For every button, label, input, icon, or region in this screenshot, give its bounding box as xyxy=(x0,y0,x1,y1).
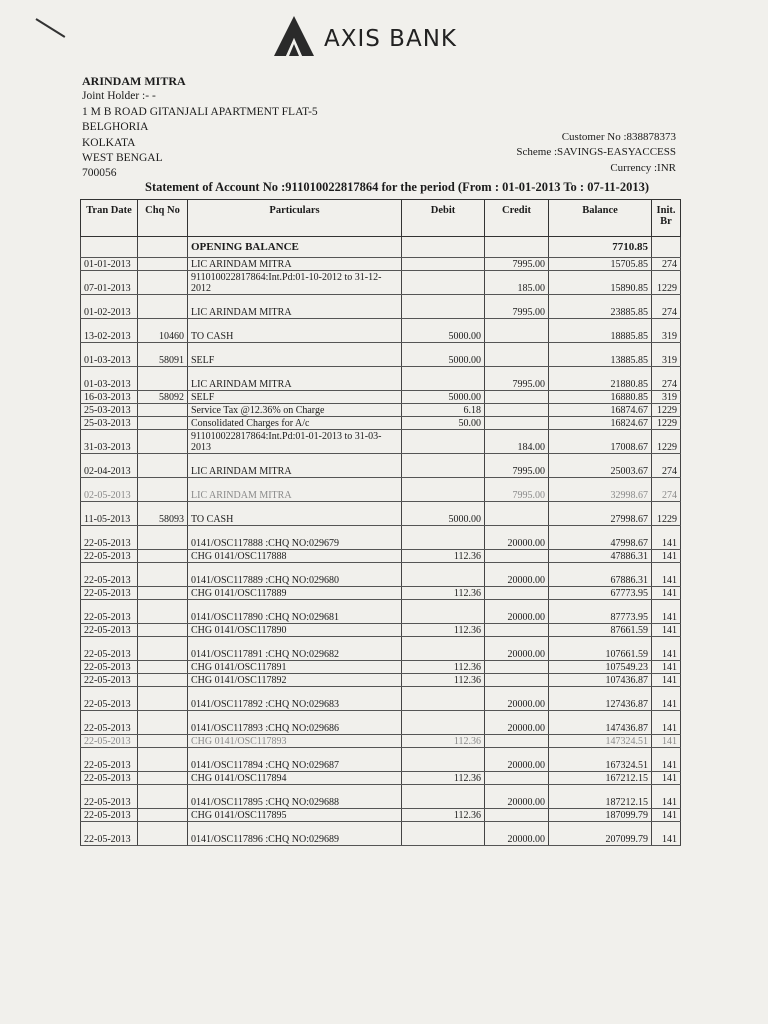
scan-mark xyxy=(35,18,65,38)
opening-balance-row xyxy=(81,237,681,258)
tran-date-cell: 22-05-2013 xyxy=(81,735,138,748)
particulars-cell: CHG 0141/OSC117893 xyxy=(188,735,402,748)
tran-date-cell: 22-05-2013 xyxy=(81,624,138,637)
header-chq-no: Chq No xyxy=(138,200,188,237)
table-row xyxy=(81,748,681,772)
particulars-cell: 0141/OSC117893 :CHQ NO:029686 xyxy=(188,711,402,735)
table-row xyxy=(81,404,681,417)
debit-cell: 112.36 xyxy=(402,809,485,822)
init-br-cell: 141 xyxy=(652,748,681,772)
tran-date-cell: 22-05-2013 xyxy=(81,711,138,735)
debit-cell: 112.36 xyxy=(402,624,485,637)
chq-no-cell xyxy=(138,624,188,637)
balance-cell: 16874.67 xyxy=(549,404,652,417)
tran-date-cell: 22-05-2013 xyxy=(81,600,138,624)
credit-cell: 20000.00 xyxy=(485,687,549,711)
chq-no-cell xyxy=(138,809,188,822)
chq-no-cell: 58092 xyxy=(138,391,188,404)
address-pin: 700056 xyxy=(82,167,117,180)
debit-cell: 5000.00 xyxy=(402,391,485,404)
chq-no-cell xyxy=(138,271,188,295)
chq-no-cell xyxy=(138,417,188,430)
table-row xyxy=(81,735,681,748)
tran-date-cell: 22-05-2013 xyxy=(81,687,138,711)
tran-date-cell: 22-05-2013 xyxy=(81,563,138,587)
tran-date-cell: 22-05-2013 xyxy=(81,587,138,600)
credit-cell: 185.00 xyxy=(485,271,549,295)
credit-cell xyxy=(485,772,549,785)
address-line2: BELGHORIA xyxy=(82,121,149,134)
joint-holder: Joint Holder :- - xyxy=(82,90,156,103)
opening-balance-label: OPENING BALANCE xyxy=(188,237,402,258)
init-br-cell: 141 xyxy=(652,809,681,822)
balance-cell: 87661.59 xyxy=(549,624,652,637)
debit-cell xyxy=(402,430,485,454)
init-br-cell: 141 xyxy=(652,711,681,735)
init-br-cell: 141 xyxy=(652,563,681,587)
init-br-cell: 319 xyxy=(652,319,681,343)
balance-cell: 32998.67 xyxy=(549,478,652,502)
init-br-cell: 1229 xyxy=(652,271,681,295)
particulars-cell: CHG 0141/OSC117895 xyxy=(188,809,402,822)
tran-date-cell: 22-05-2013 xyxy=(81,772,138,785)
chq-no-cell: 58091 xyxy=(138,343,188,367)
balance-cell: 167324.51 xyxy=(549,748,652,772)
debit-cell: 112.36 xyxy=(402,674,485,687)
init-br-cell: 141 xyxy=(652,624,681,637)
table-row xyxy=(81,343,681,367)
chq-no-cell xyxy=(138,526,188,550)
balance-cell: 187099.79 xyxy=(549,809,652,822)
debit-cell xyxy=(402,271,485,295)
chq-no-cell xyxy=(138,454,188,478)
chq-no-cell xyxy=(138,772,188,785)
header-credit: Credit xyxy=(485,200,549,237)
debit-cell xyxy=(402,785,485,809)
credit-cell: 20000.00 xyxy=(485,526,549,550)
particulars-cell: 0141/OSC117894 :CHQ NO:029687 xyxy=(188,748,402,772)
tran-date-cell: 22-05-2013 xyxy=(81,785,138,809)
credit-cell xyxy=(485,417,549,430)
chq-no-cell xyxy=(138,822,188,846)
table-row xyxy=(81,367,681,391)
credit-cell: 20000.00 xyxy=(485,637,549,661)
particulars-cell: CHG 0141/OSC117889 xyxy=(188,587,402,600)
init-br-cell: 319 xyxy=(652,391,681,404)
tran-date-cell: 01-01-2013 xyxy=(81,258,138,271)
scheme: Scheme :SAVINGS-EASYACCESS xyxy=(516,146,676,159)
tran-date-cell: 22-05-2013 xyxy=(81,748,138,772)
credit-cell: 7995.00 xyxy=(485,367,549,391)
table-row xyxy=(81,809,681,822)
init-br-cell: 141 xyxy=(652,822,681,846)
particulars-cell: 0141/OSC117891 :CHQ NO:029682 xyxy=(188,637,402,661)
balance-cell: 67886.31 xyxy=(549,563,652,587)
table-row xyxy=(81,295,681,319)
tran-date-cell: 22-05-2013 xyxy=(81,661,138,674)
particulars-cell: 911010022817864:Int.Pd:01-10-2012 to 31-12-2012 xyxy=(188,271,402,295)
balance-cell: 47886.31 xyxy=(549,550,652,563)
chq-no-cell xyxy=(138,563,188,587)
statement-table xyxy=(80,199,681,846)
credit-cell xyxy=(485,809,549,822)
table-row xyxy=(81,502,681,526)
credit-cell xyxy=(485,550,549,563)
particulars-cell: 0141/OSC117896 :CHQ NO:029689 xyxy=(188,822,402,846)
table-row xyxy=(81,550,681,563)
debit-cell: 5000.00 xyxy=(402,502,485,526)
init-br-cell: 141 xyxy=(652,735,681,748)
tran-date-cell: 16-03-2013 xyxy=(81,391,138,404)
balance-cell: 25003.67 xyxy=(549,454,652,478)
particulars-cell: LIC ARINDAM MITRA xyxy=(188,478,402,502)
init-br-cell: 274 xyxy=(652,258,681,271)
table-row xyxy=(81,526,681,550)
init-br-cell: 274 xyxy=(652,295,681,319)
chq-no-cell xyxy=(138,295,188,319)
init-br-cell: 274 xyxy=(652,367,681,391)
debit-cell: 50.00 xyxy=(402,417,485,430)
debit-cell xyxy=(402,454,485,478)
balance-cell: 15705.85 xyxy=(549,258,652,271)
particulars-cell: LIC ARINDAM MITRA xyxy=(188,258,402,271)
particulars-cell: SELF xyxy=(188,343,402,367)
debit-cell: 5000.00 xyxy=(402,319,485,343)
currency: Currency :INR xyxy=(610,161,676,174)
debit-cell xyxy=(402,295,485,319)
header-particulars: Particulars xyxy=(188,200,402,237)
header-tran-date: Tran Date xyxy=(81,200,138,237)
debit-cell xyxy=(402,526,485,550)
axis-bank-logo-icon xyxy=(272,14,316,58)
init-br-cell: 141 xyxy=(652,772,681,785)
debit-cell xyxy=(402,637,485,661)
table-row xyxy=(81,822,681,846)
address-city: KOLKATA xyxy=(82,136,136,149)
init-br-cell: 141 xyxy=(652,785,681,809)
credit-cell xyxy=(485,624,549,637)
balance-cell: 16880.85 xyxy=(549,391,652,404)
bank-name: AXIS BANK xyxy=(324,26,457,52)
balance-cell: 47998.67 xyxy=(549,526,652,550)
balance-cell: 27998.67 xyxy=(549,502,652,526)
credit-cell xyxy=(485,502,549,526)
balance-cell: 16824.67 xyxy=(549,417,652,430)
init-br-cell: 274 xyxy=(652,454,681,478)
balance-cell: 23885.85 xyxy=(549,295,652,319)
customer-info-block xyxy=(516,130,676,176)
header-balance: Balance xyxy=(549,200,652,237)
particulars-cell: LIC ARINDAM MITRA xyxy=(188,367,402,391)
particulars-cell: CHG 0141/OSC117888 xyxy=(188,550,402,563)
credit-cell xyxy=(485,404,549,417)
chq-no-cell xyxy=(138,637,188,661)
table-row xyxy=(81,271,681,295)
init-br-cell: 141 xyxy=(652,587,681,600)
tran-date-cell: 01-02-2013 xyxy=(81,295,138,319)
particulars-cell: 0141/OSC117889 :CHQ NO:029680 xyxy=(188,563,402,587)
debit-cell: 112.36 xyxy=(402,550,485,563)
init-br-cell: 141 xyxy=(652,674,681,687)
chq-no-cell xyxy=(138,711,188,735)
balance-cell: 167212.15 xyxy=(549,772,652,785)
chq-no-cell xyxy=(138,600,188,624)
balance-cell: 187212.15 xyxy=(549,785,652,809)
tran-date-cell: 22-05-2013 xyxy=(81,550,138,563)
particulars-cell: 0141/OSC117892 :CHQ NO:029683 xyxy=(188,687,402,711)
particulars-cell: CHG 0141/OSC117894 xyxy=(188,772,402,785)
tran-date-cell: 22-05-2013 xyxy=(81,637,138,661)
table-row xyxy=(81,624,681,637)
table-row xyxy=(81,661,681,674)
credit-cell: 7995.00 xyxy=(485,295,549,319)
credit-cell: 20000.00 xyxy=(485,600,549,624)
table-row xyxy=(81,711,681,735)
balance-cell: 107436.87 xyxy=(549,674,652,687)
header-init-br: Init. Br xyxy=(652,200,681,237)
table-row xyxy=(81,258,681,271)
tran-date-cell: 11-05-2013 xyxy=(81,502,138,526)
balance-cell: 127436.87 xyxy=(549,687,652,711)
debit-cell xyxy=(402,748,485,772)
credit-cell xyxy=(485,391,549,404)
header-debit: Debit xyxy=(402,200,485,237)
init-br-cell: 1229 xyxy=(652,417,681,430)
credit-cell xyxy=(485,319,549,343)
debit-cell: 112.36 xyxy=(402,772,485,785)
tran-date-cell: 22-05-2013 xyxy=(81,674,138,687)
table-row xyxy=(81,772,681,785)
particulars-cell: TO CASH xyxy=(188,502,402,526)
particulars-cell: CHG 0141/OSC117892 xyxy=(188,674,402,687)
particulars-cell: LIC ARINDAM MITRA xyxy=(188,295,402,319)
balance-cell: 17008.67 xyxy=(549,430,652,454)
debit-cell: 112.36 xyxy=(402,587,485,600)
chq-no-cell xyxy=(138,430,188,454)
table-row xyxy=(81,454,681,478)
address-state: WEST BENGAL xyxy=(82,152,163,165)
credit-cell xyxy=(485,661,549,674)
init-br-cell: 1229 xyxy=(652,404,681,417)
chq-no-cell xyxy=(138,367,188,391)
tran-date-cell: 02-04-2013 xyxy=(81,454,138,478)
particulars-cell: 0141/OSC117895 :CHQ NO:029688 xyxy=(188,785,402,809)
tran-date-cell: 22-05-2013 xyxy=(81,526,138,550)
balance-cell: 147324.51 xyxy=(549,735,652,748)
init-br-cell: 319 xyxy=(652,343,681,367)
credit-cell xyxy=(485,674,549,687)
particulars-cell: 0141/OSC117890 :CHQ NO:029681 xyxy=(188,600,402,624)
table-row xyxy=(81,674,681,687)
customer-number: Customer No :838878373 xyxy=(561,131,676,143)
chq-no-cell xyxy=(138,550,188,563)
init-br-cell: 141 xyxy=(652,637,681,661)
particulars-cell: CHG 0141/OSC117890 xyxy=(188,624,402,637)
init-br-cell: 141 xyxy=(652,661,681,674)
init-br-cell: 141 xyxy=(652,687,681,711)
debit-cell xyxy=(402,367,485,391)
chq-no-cell xyxy=(138,674,188,687)
debit-cell xyxy=(402,687,485,711)
particulars-cell: 0141/OSC117888 :CHQ NO:029679 xyxy=(188,526,402,550)
debit-cell xyxy=(402,478,485,502)
tran-date-cell: 25-03-2013 xyxy=(81,417,138,430)
chq-no-cell xyxy=(138,478,188,502)
particulars-cell: SELF xyxy=(188,391,402,404)
debit-cell xyxy=(402,711,485,735)
balance-cell: 15890.85 xyxy=(549,271,652,295)
tran-date-cell: 13-02-2013 xyxy=(81,319,138,343)
debit-cell: 112.36 xyxy=(402,735,485,748)
statement-title: Statement of Account No :911010022817864 for the period (From : 01-01-2013 To : 07-11-2013) xyxy=(145,180,650,194)
chq-no-cell xyxy=(138,687,188,711)
table-row xyxy=(81,319,681,343)
chq-no-cell xyxy=(138,404,188,417)
credit-cell: 7995.00 xyxy=(485,258,549,271)
table-row xyxy=(81,563,681,587)
tran-date-cell: 07-01-2013 xyxy=(81,271,138,295)
init-br-cell: 141 xyxy=(652,550,681,563)
debit-cell xyxy=(402,563,485,587)
credit-cell: 20000.00 xyxy=(485,785,549,809)
debit-cell xyxy=(402,600,485,624)
init-br-cell: 141 xyxy=(652,600,681,624)
table-row xyxy=(81,687,681,711)
balance-cell: 21880.85 xyxy=(549,367,652,391)
table-header-row xyxy=(81,200,681,237)
opening-balance-value: 7710.85 xyxy=(549,237,652,258)
balance-cell: 207099.79 xyxy=(549,822,652,846)
credit-cell: 7995.00 xyxy=(485,454,549,478)
bank-logo xyxy=(272,14,457,58)
holder-name: ARINDAM MITRA xyxy=(82,74,186,88)
chq-no-cell xyxy=(138,661,188,674)
chq-no-cell xyxy=(138,785,188,809)
init-br-cell: 141 xyxy=(652,526,681,550)
table-row xyxy=(81,391,681,404)
credit-cell: 20000.00 xyxy=(485,563,549,587)
credit-cell: 20000.00 xyxy=(485,711,549,735)
address-line1: 1 M B ROAD GITANJALI APARTMENT FLAT-5 xyxy=(82,105,318,118)
chq-no-cell xyxy=(138,258,188,271)
balance-cell: 67773.95 xyxy=(549,587,652,600)
credit-cell xyxy=(485,587,549,600)
particulars-cell: Consolidated Charges for A/c xyxy=(188,417,402,430)
particulars-cell: TO CASH xyxy=(188,319,402,343)
particulars-cell: 911010022817864:Int.Pd:01-01-2013 to 31-03-2013 xyxy=(188,430,402,454)
debit-cell: 112.36 xyxy=(402,661,485,674)
debit-cell xyxy=(402,258,485,271)
init-br-cell: 1229 xyxy=(652,430,681,454)
tran-date-cell: 22-05-2013 xyxy=(81,809,138,822)
credit-cell: 20000.00 xyxy=(485,748,549,772)
table-row xyxy=(81,637,681,661)
debit-cell xyxy=(402,822,485,846)
chq-no-cell xyxy=(138,587,188,600)
balance-cell: 18885.85 xyxy=(549,319,652,343)
balance-cell: 87773.95 xyxy=(549,600,652,624)
credit-cell: 7995.00 xyxy=(485,478,549,502)
debit-cell: 5000.00 xyxy=(402,343,485,367)
table-row xyxy=(81,587,681,600)
init-br-cell: 274 xyxy=(652,478,681,502)
balance-cell: 147436.87 xyxy=(549,711,652,735)
chq-no-cell xyxy=(138,748,188,772)
balance-cell: 107661.59 xyxy=(549,637,652,661)
account-holder-block xyxy=(82,74,318,182)
particulars-cell: CHG 0141/OSC117891 xyxy=(188,661,402,674)
credit-cell xyxy=(485,343,549,367)
table-row xyxy=(81,430,681,454)
chq-no-cell: 58093 xyxy=(138,502,188,526)
init-br-cell: 1229 xyxy=(652,502,681,526)
particulars-cell: LIC ARINDAM MITRA xyxy=(188,454,402,478)
table-row xyxy=(81,600,681,624)
debit-cell: 6.18 xyxy=(402,404,485,417)
balance-cell: 107549.23 xyxy=(549,661,652,674)
tran-date-cell: 25-03-2013 xyxy=(81,404,138,417)
particulars-cell: Service Tax @12.36% on Charge xyxy=(188,404,402,417)
tran-date-cell: 01-03-2013 xyxy=(81,367,138,391)
table-row xyxy=(81,785,681,809)
table-row xyxy=(81,478,681,502)
tran-date-cell: 02-05-2013 xyxy=(81,478,138,502)
balance-cell: 13885.85 xyxy=(549,343,652,367)
table-row xyxy=(81,417,681,430)
chq-no-cell xyxy=(138,735,188,748)
credit-cell: 20000.00 xyxy=(485,822,549,846)
tran-date-cell: 01-03-2013 xyxy=(81,343,138,367)
tran-date-cell: 22-05-2013 xyxy=(81,822,138,846)
credit-cell: 184.00 xyxy=(485,430,549,454)
tran-date-cell: 31-03-2013 xyxy=(81,430,138,454)
chq-no-cell: 10460 xyxy=(138,319,188,343)
credit-cell xyxy=(485,735,549,748)
